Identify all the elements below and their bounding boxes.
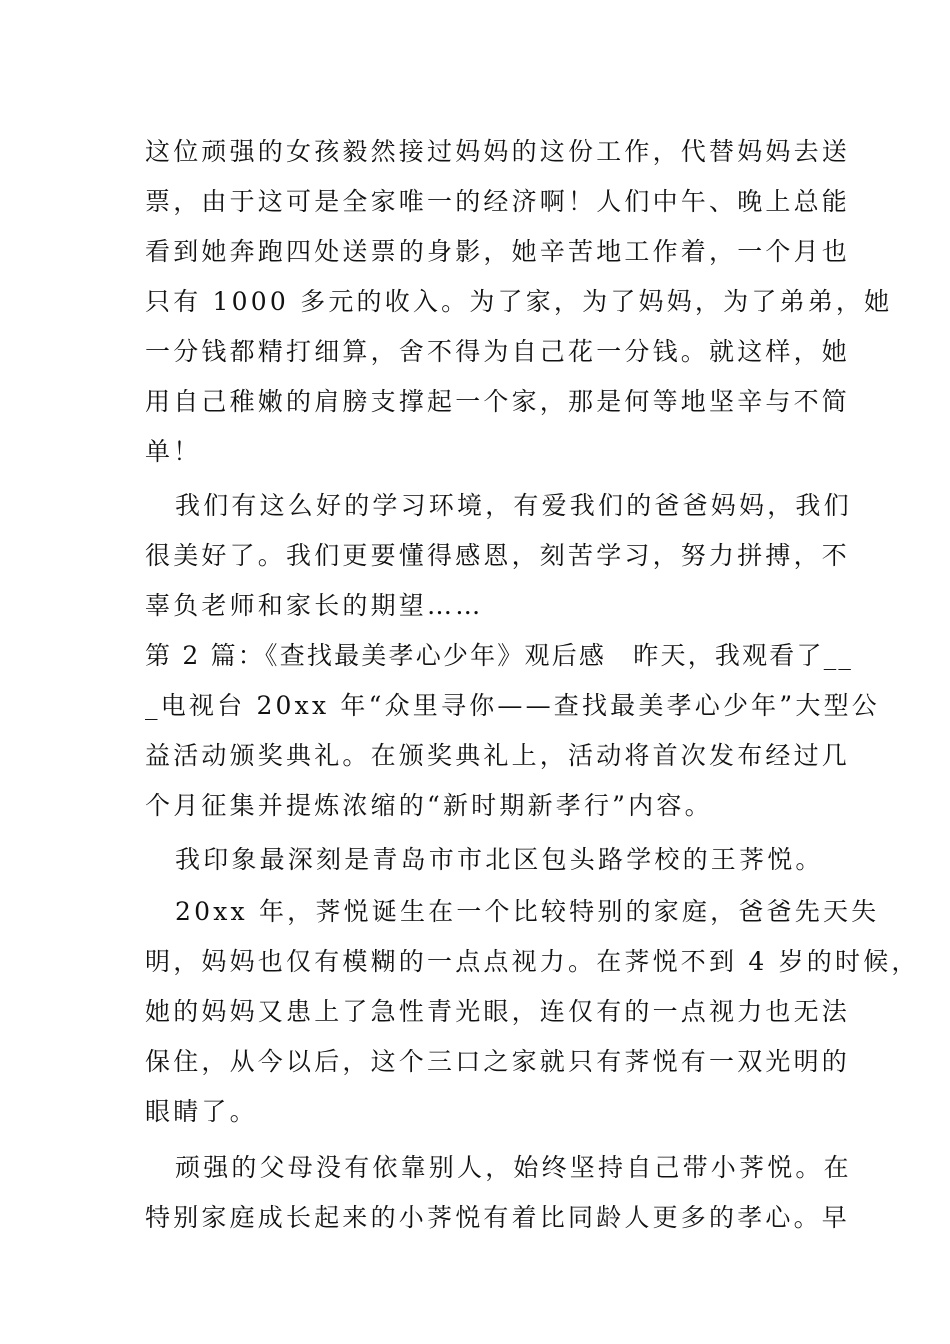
text-line: 明，妈妈也仅有模糊的一点点视力。在荠悦不到 4 岁的时候， <box>145 947 920 976</box>
text-line: 个月征集并提炼浓缩的“新时期新孝行”内容。 <box>145 791 713 820</box>
document-body <box>145 127 920 1243</box>
text-line: 保住，从今以后，这个三口之家就只有荠悦有一双光明的 <box>145 1047 851 1076</box>
paragraph-first-line: 顽强的父母没有依靠别人，始终坚持自己带小荠悦。在 <box>175 1153 852 1182</box>
text-line: 很美好了。我们更要懂得感恩，刻苦学习，努力拼搏，不 <box>145 541 851 570</box>
text-line: 她的妈妈又患上了急性青光眼，连仅有的一点视力也无法 <box>145 997 851 1026</box>
text-line: 辜负老师和家长的期望…… <box>145 591 484 620</box>
text-line: 看到她奔跑四处送票的身影，她辛苦地工作着，一个月也 <box>145 237 851 266</box>
paragraph-first-line: 我们有这么好的学习环境，有爱我们的爸爸妈妈，我们 <box>175 491 852 520</box>
section-heading-line: 第 2 篇：《查找最美孝心少年》观后感 昨天，我观看了__ <box>145 641 854 670</box>
paragraph-first-line: 我印象最深刻是青岛市市北区包头路学校的王荠悦。 <box>175 845 824 874</box>
text-line: 只有 1000 多元的收入。为了家，为了妈妈，为了弟弟，她 <box>145 287 893 316</box>
text-line: 票，由于这可是全家唯一的经济啊！人们中午、晚上总能 <box>145 187 851 216</box>
text-line: 单！ <box>145 437 202 466</box>
text-line: 特别家庭成长起来的小荠悦有着比同龄人更多的孝心。早 <box>145 1203 851 1232</box>
text-line: 用自己稚嫩的肩膀支撑起一个家，那是何等地坚辛与不简 <box>145 387 851 416</box>
text-line: _电视台 20xx 年“众里寻你——查找最美孝心少年”大型公 <box>145 691 880 720</box>
text-line: 一分钱都精打细算，舍不得为自己花一分钱。就这样，她 <box>145 337 851 366</box>
paragraph-first-line: 20xx 年，荠悦诞生在一个比较特别的家庭，爸爸先天失 <box>175 897 880 926</box>
text-line: 这位顽强的女孩毅然接过妈妈的这份工作，代替妈妈去送 <box>145 137 851 166</box>
text-line: 眼睛了。 <box>145 1097 258 1126</box>
text-line: 益活动颁奖典礼。在颁奖典礼上，活动将首次发布经过几 <box>145 741 851 770</box>
